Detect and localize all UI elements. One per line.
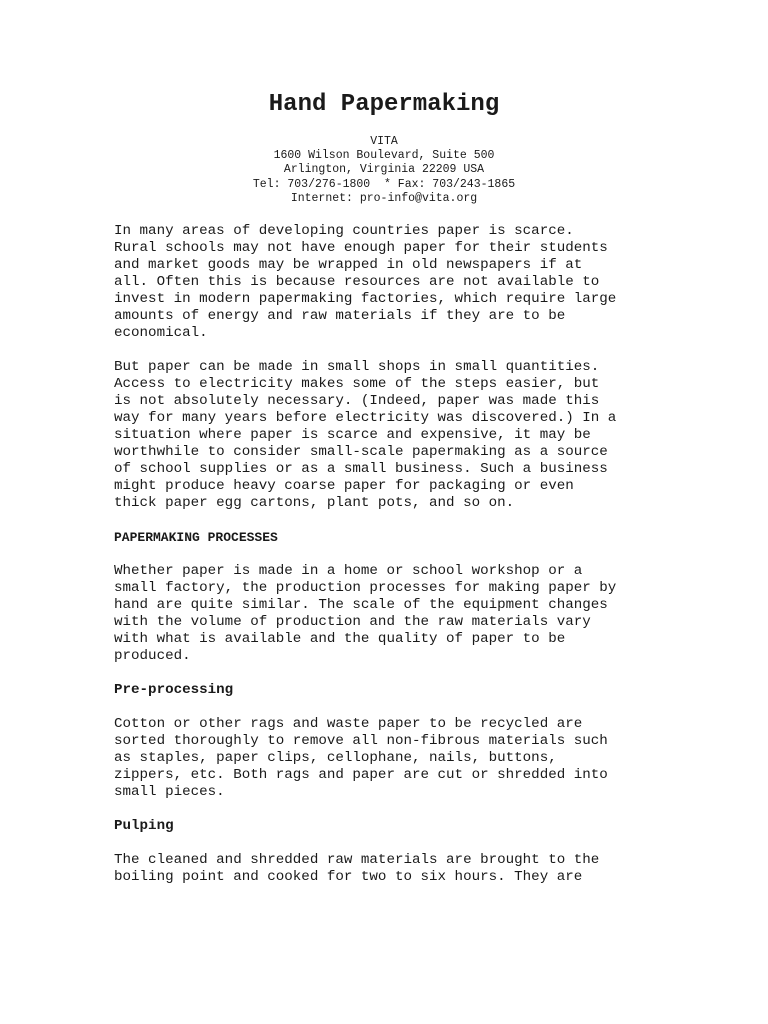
- publisher-city: Arlington, Virginia 22209 USA: [283, 163, 485, 177]
- publisher-street: 1600 Wilson Boulevard, Suite 500: [273, 149, 495, 163]
- publisher-email: Internet: pro-info@vita.org: [290, 191, 478, 205]
- subheading-pulping: Pulping: [114, 818, 174, 834]
- subheading-pre-processing: Pre-processing: [114, 682, 234, 698]
- paragraph-pre-processing: Cotton or other rags and waste paper to be recycled are sorted thoroughly to remove all non-fibrous materials such as staples, paper clips, cellophane, nails, buttons, zippers, etc. Both rags and paper are cut or shredded into small pieces.: [114, 716, 608, 800]
- publisher-phone-fax: Tel: 703/276-1800 * Fax: 703/243-1865: [252, 177, 516, 191]
- section-heading-processes: PAPERMAKING PROCESSES: [114, 530, 278, 545]
- paragraph-pulping: The cleaned and shredded raw materials are brought to the boiling point and cooked for two to six hours. They are: [114, 852, 600, 885]
- paragraph-small-shops: But paper can be made in small shops in small quantities. Access to electricity makes some of the steps easier, but is not absolutely necessary. (Indeed, paper was made this way for many years before electricity was discovered.) In a situation where paper is scarce and expensive, it may be worthwhile to consider small-scale papermaking as a source of school supplies or as a small business. Such a business might produce heavy coarse paper for packaging or even thick paper egg cartons, plant pots, and so on.: [114, 359, 617, 511]
- document-title: Hand Papermaking: [268, 91, 500, 118]
- paragraph-processes: Whether paper is made in a home or school workshop or a small factory, the production processes for making paper by hand are quite similar. The scale of the equipment changes with the volume of production and the raw materials vary with what is available and the quality of paper to be produced.: [114, 563, 617, 664]
- document-body: [114, 223, 674, 903]
- publisher-name: VITA: [370, 135, 398, 148]
- paragraph-intro: In many areas of developing countries paper is scarce. Rural schools may not have enough paper for their students and market goods may be wrapped in old newspapers if at all. Often this is because resources are not available to invest in modern papermaking factories, which require large amounts of energy and raw materials if they are to be economical.: [114, 223, 617, 341]
- publisher-header: [0, 135, 768, 206]
